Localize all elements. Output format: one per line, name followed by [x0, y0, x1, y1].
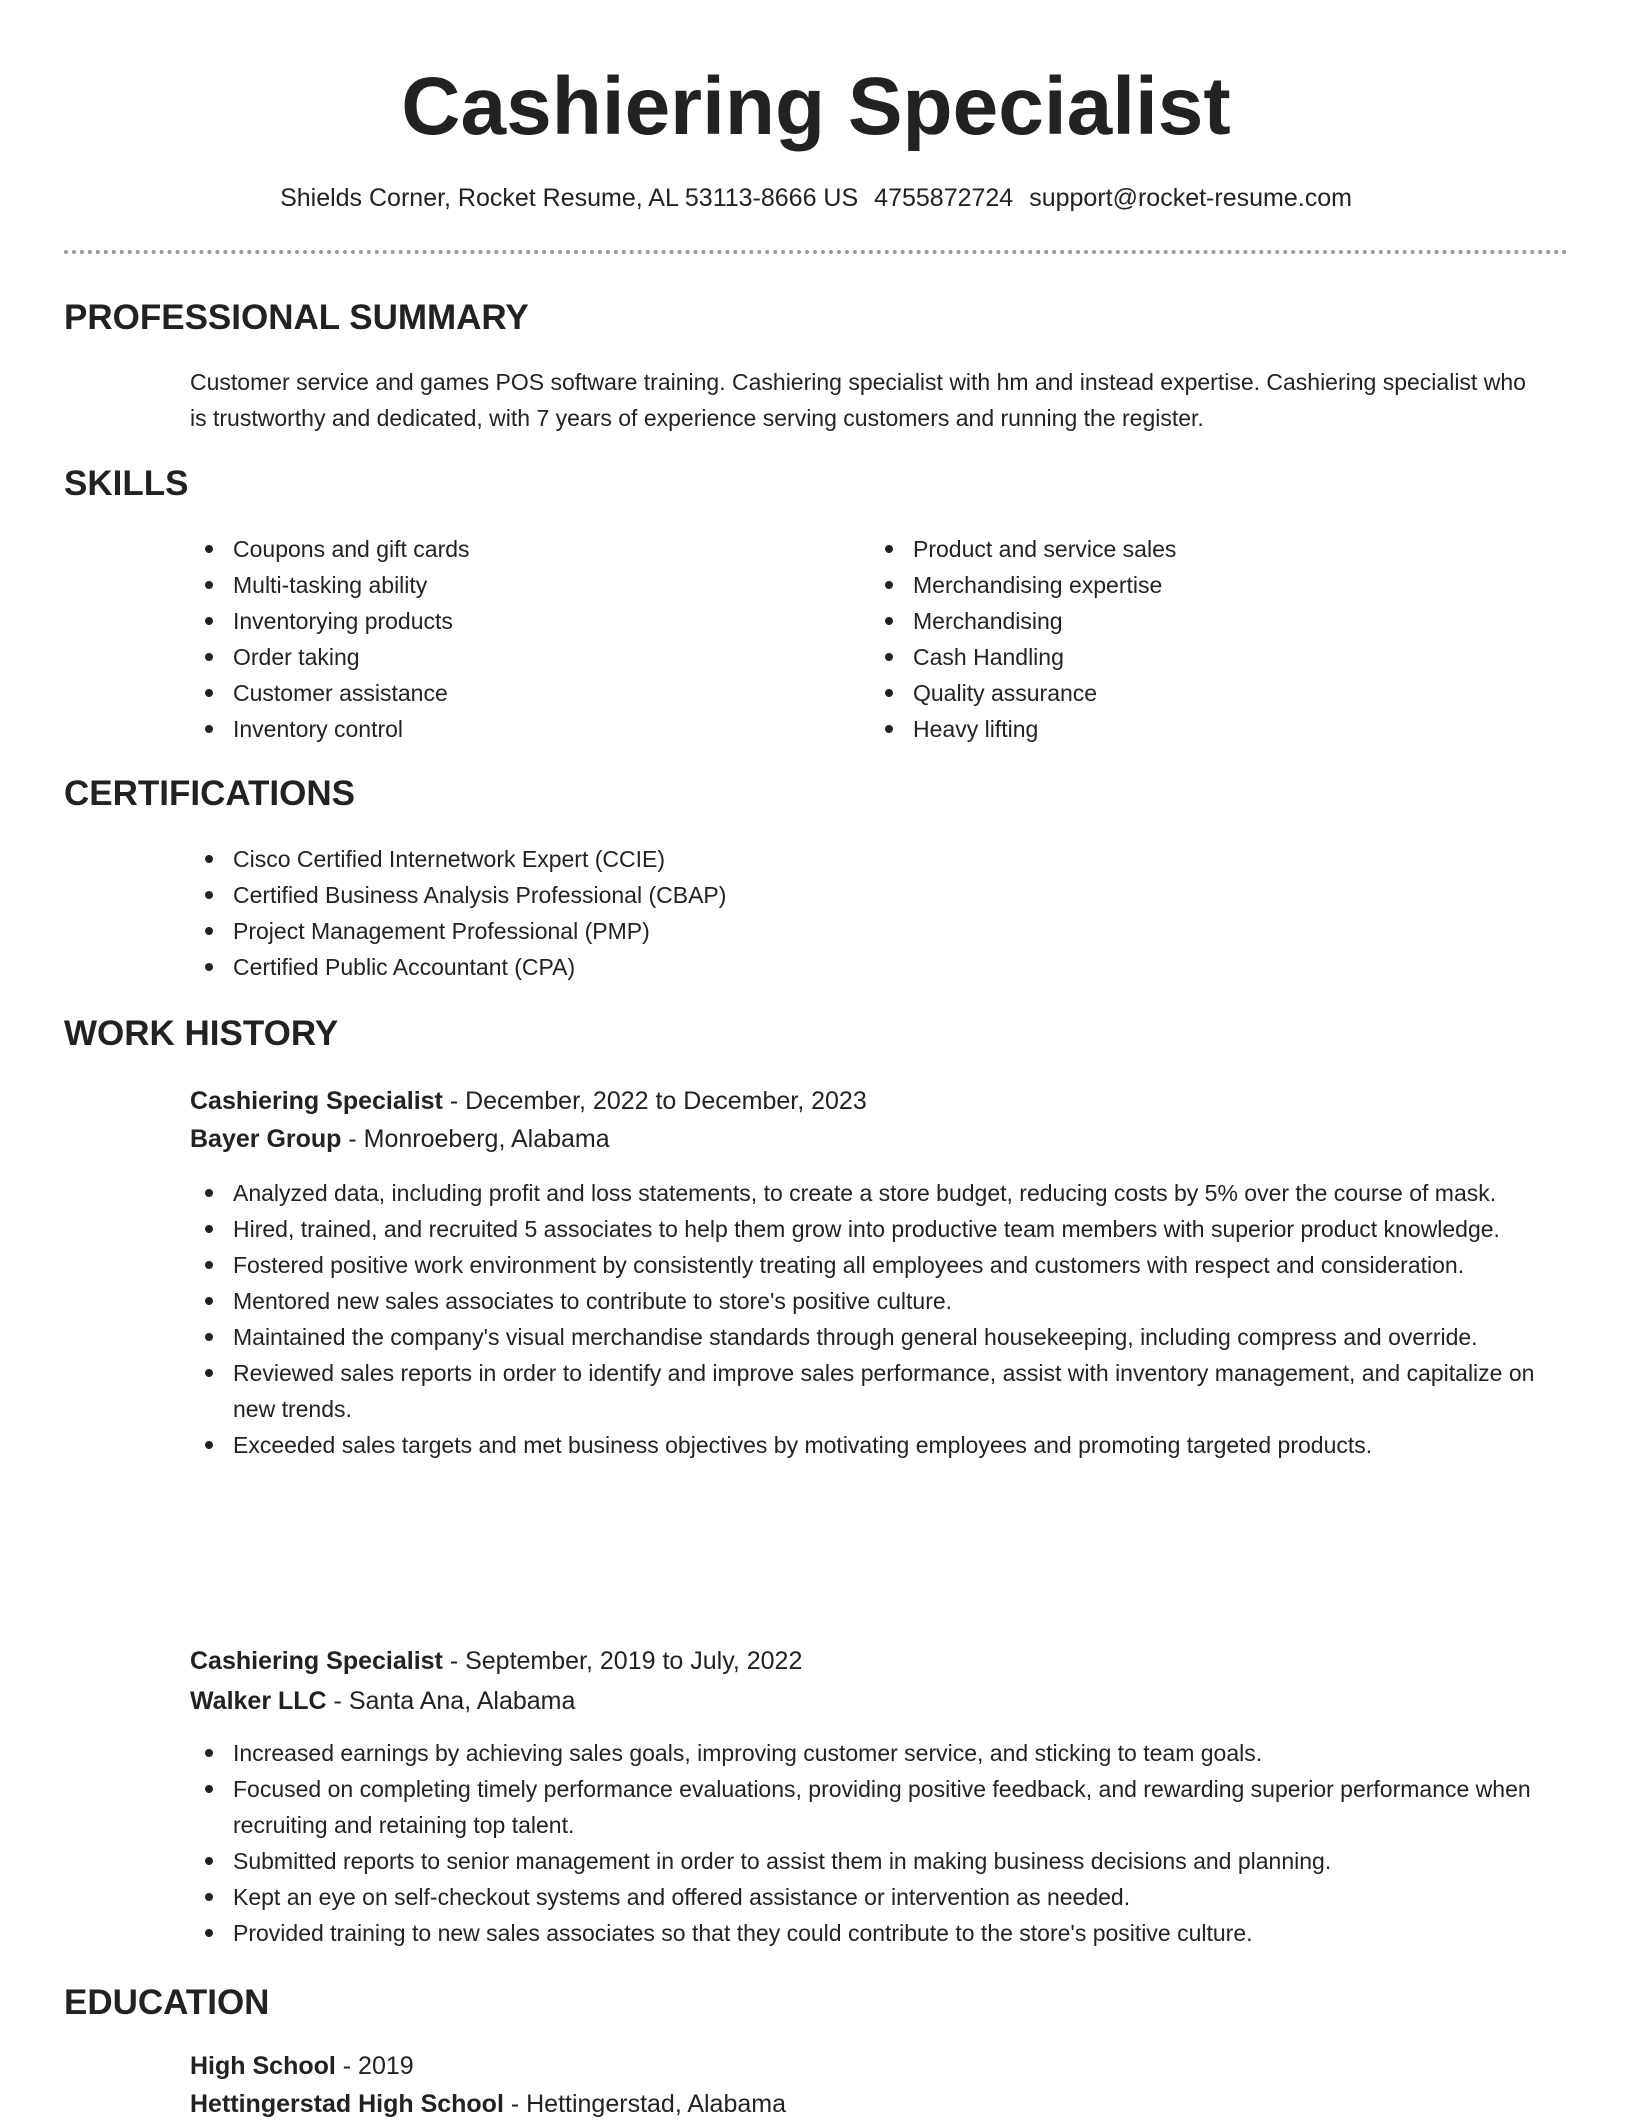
job-dates: - September, 2019 to July, 2022: [442, 1647, 803, 1675]
job-company: Walker LLC: [190, 1687, 327, 1715]
list-item: Exceeded sales targets and met business objectives by motivating employees and promoting targeted products.: [190, 1427, 1550, 1463]
work-history-heading: WORK HISTORY: [64, 1014, 339, 1053]
education-location: - Hettingerstad, Alabama: [503, 2090, 786, 2118]
skills-list-left: [190, 531, 830, 747]
list-item: Certified Business Analysis Professional (CBAP): [190, 877, 1190, 913]
list-item: Inventory control: [190, 711, 830, 747]
job-company-line: [190, 1683, 575, 1719]
list-item: Heavy lifting: [870, 711, 1510, 747]
list-item: Cisco Certified Internetwork Expert (CCIE): [190, 841, 1190, 877]
list-item: Increased earnings by achieving sales goals, improving customer service, and sticking to team goals.: [190, 1735, 1550, 1771]
list-item: Mentored new sales associates to contribute to store's positive culture.: [190, 1283, 1550, 1319]
list-item: Focused on completing timely performance evaluations, providing positive feedback, and rewarding superior performance when recruiting and retaining top talent.: [190, 1771, 1550, 1843]
list-item: Quality assurance: [870, 675, 1510, 711]
list-item: Reviewed sales reports in order to identify and improve sales performance, assist with inventory management, and capitalize on new trends.: [190, 1355, 1550, 1427]
list-item: Multi-tasking ability: [190, 567, 830, 603]
job-duties-list: [190, 1175, 1550, 1463]
list-item: Maintained the company's visual merchandise standards through general housekeeping, including compress and override.: [190, 1319, 1550, 1355]
education-school-line: [190, 2086, 786, 2122]
resume-name: Cashiering Specialist: [401, 61, 1231, 152]
list-item: Inventorying products: [190, 603, 830, 639]
header-divider: [64, 250, 1568, 254]
education-year: - 2019: [335, 2052, 414, 2080]
list-item: Product and service sales: [870, 531, 1510, 567]
job-title-line: [190, 1643, 802, 1679]
list-item: Cash Handling: [870, 639, 1510, 675]
job-title-line: [190, 1083, 867, 1119]
job-location: - Monroeberg, Alabama: [341, 1125, 610, 1153]
summary-text: Customer service and games POS software training. Cashiering specialist with hm and instead expertise. Cashiering specialist who is trustworthy and dedicated, with 7 years of experience serving customers and running the register.: [190, 369, 1526, 431]
list-item: Merchandising expertise: [870, 567, 1510, 603]
job-duties-list: [190, 1735, 1550, 1951]
job-title: Cashiering Specialist: [190, 1647, 443, 1675]
list-item: Provided training to new sales associates so that they could contribute to the store's positive culture.: [190, 1915, 1550, 1951]
job-location: - Santa Ana, Alabama: [326, 1687, 576, 1715]
list-item: Analyzed data, including profit and loss statements, to create a store budget, reducing costs by 5% over the course of mask.: [190, 1175, 1550, 1211]
contact-email: support@rocket-resume.com: [1029, 184, 1352, 212]
list-item: Project Management Professional (PMP): [190, 913, 1190, 949]
list-item: Order taking: [190, 639, 830, 675]
education-degree: High School: [190, 2052, 336, 2080]
contact-phone: 4755872724: [874, 184, 1014, 212]
job-company: Bayer Group: [190, 1125, 342, 1153]
summary-heading: PROFESSIONAL SUMMARY: [64, 298, 529, 337]
list-item: Fostered positive work environment by consistently treating all employees and customers with respect and consideration.: [190, 1247, 1550, 1283]
list-item: Certified Public Accountant (CPA): [190, 949, 1190, 985]
skills-heading: SKILLS: [64, 464, 189, 503]
certifications-heading: CERTIFICATIONS: [64, 774, 356, 813]
education-school: Hettingerstad High School: [190, 2090, 504, 2118]
list-item: Coupons and gift cards: [190, 531, 830, 567]
certifications-list: [190, 841, 1190, 985]
contact-address: Shields Corner, Rocket Resume, AL 53113-8666 US: [280, 184, 859, 212]
list-item: Hired, trained, and recruited 5 associates to help them grow into productive team members with superior product knowledge.: [190, 1211, 1550, 1247]
skills-list-right: [870, 531, 1510, 747]
education-degree-line: [190, 2048, 414, 2084]
contact-line: [0, 180, 1632, 216]
job-dates: - December, 2022 to December, 2023: [442, 1087, 867, 1115]
education-heading: EDUCATION: [64, 1983, 270, 2022]
list-item: Customer assistance: [190, 675, 830, 711]
list-item: Merchandising: [870, 603, 1510, 639]
list-item: Kept an eye on self-checkout systems and offered assistance or intervention as needed.: [190, 1879, 1550, 1915]
job-title: Cashiering Specialist: [190, 1087, 443, 1115]
job-company-line: [190, 1121, 610, 1157]
list-item: Submitted reports to senior management in order to assist them in making business decisions and planning.: [190, 1843, 1550, 1879]
